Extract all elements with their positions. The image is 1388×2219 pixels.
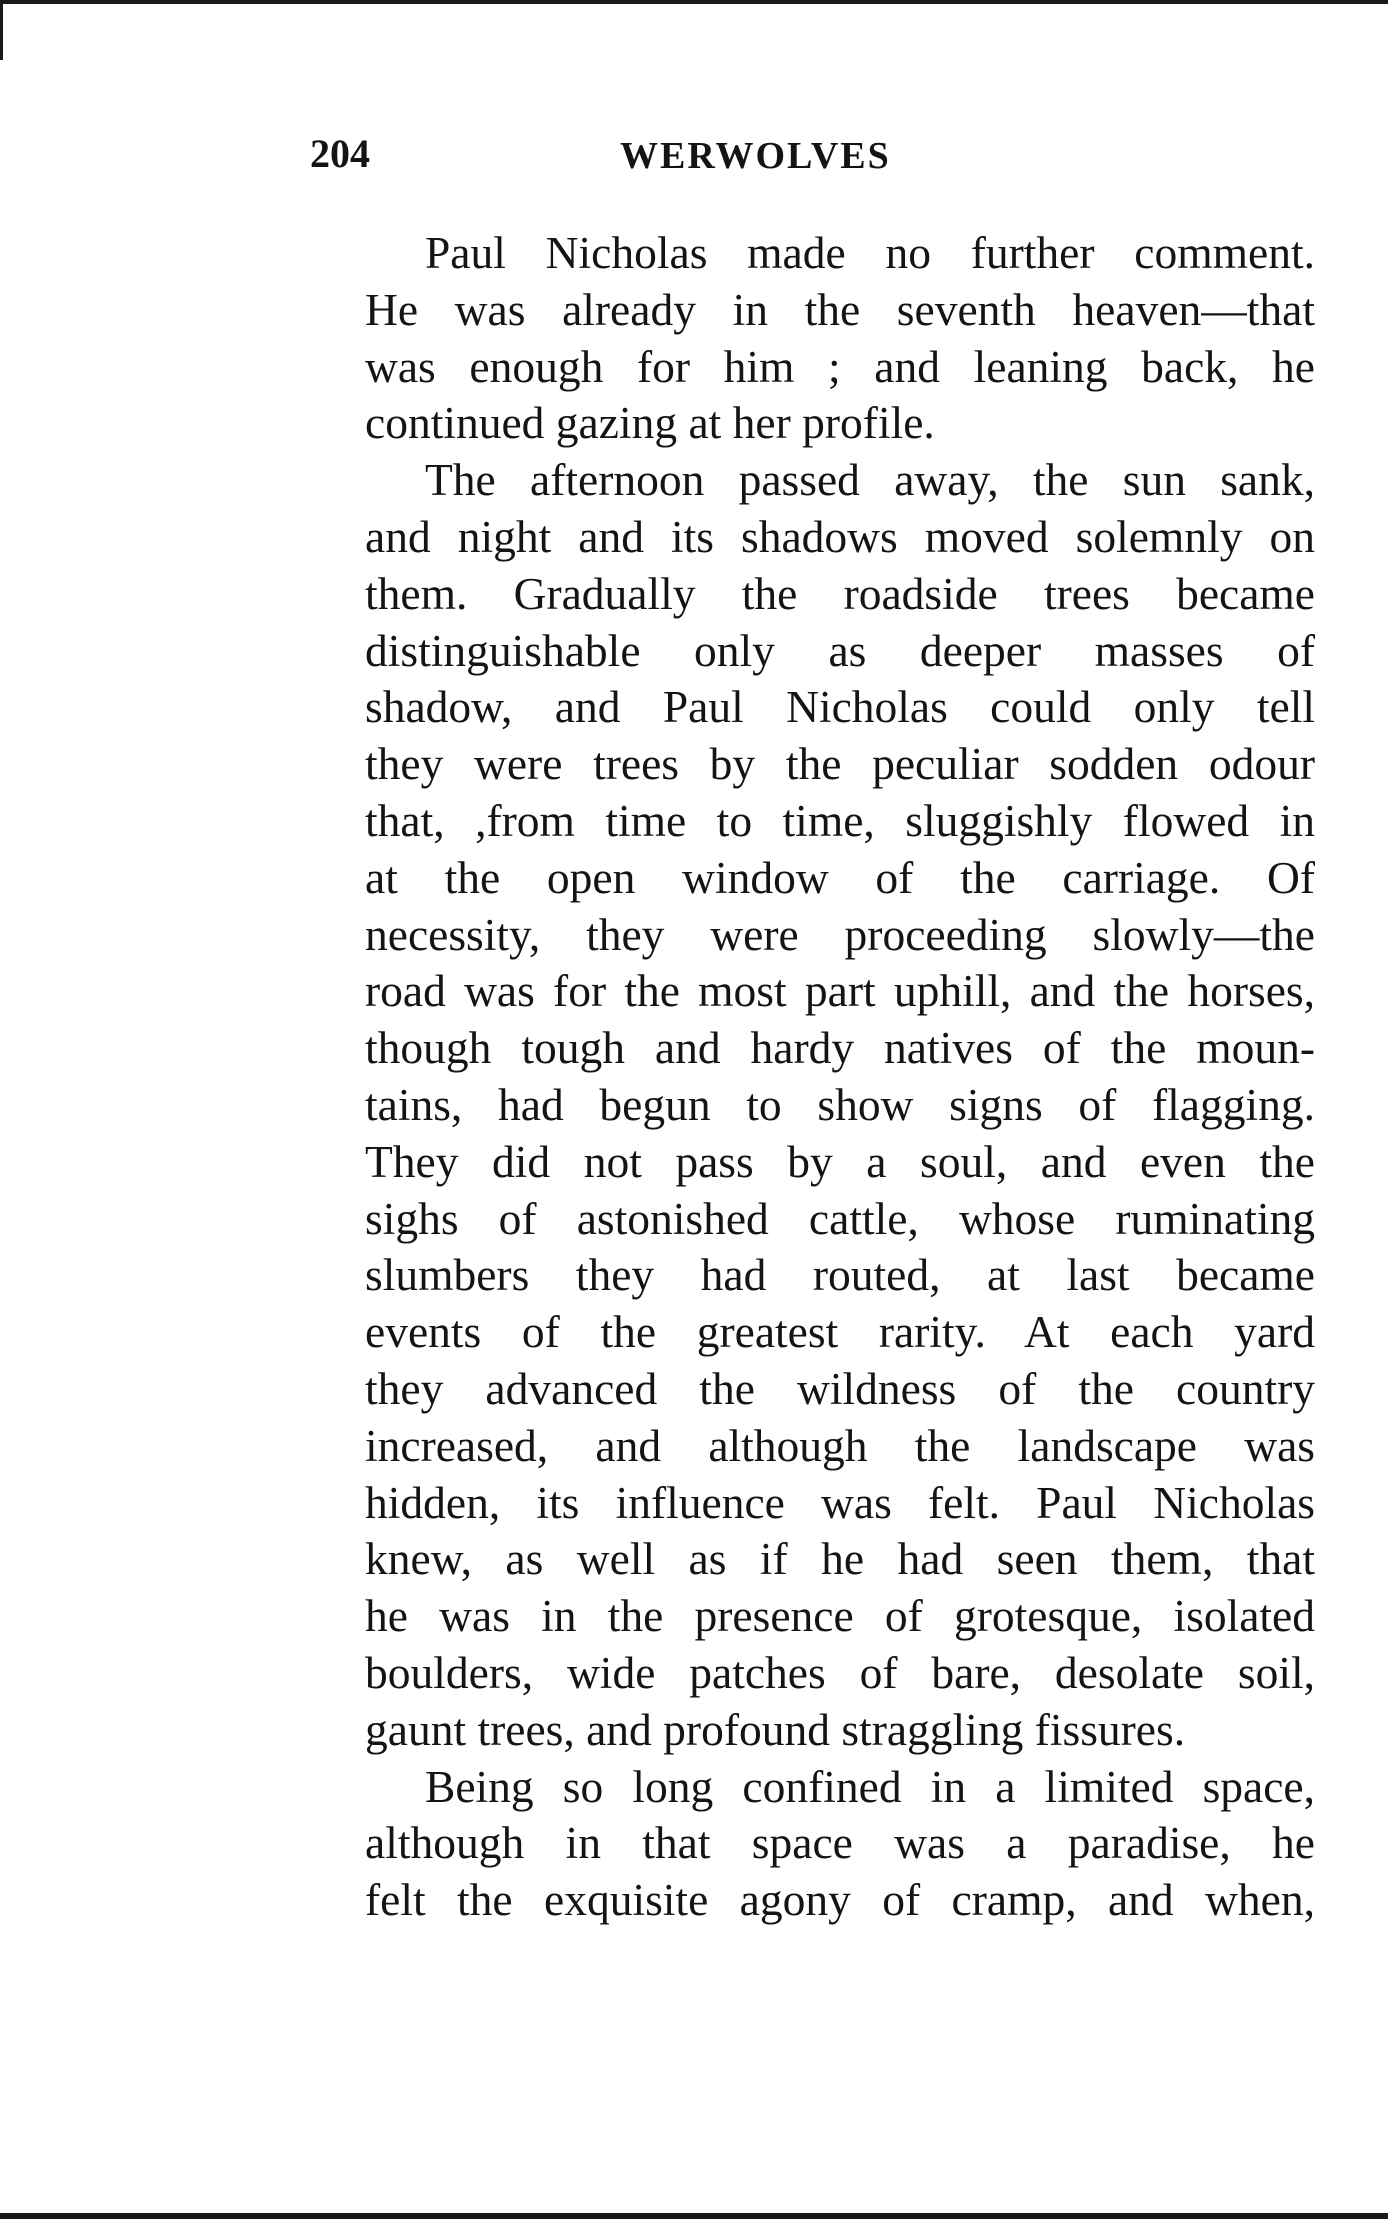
page-number: 204 xyxy=(310,131,370,176)
text-line: knew, as well as if he had seen them, that xyxy=(365,1533,1315,1585)
page-edge-bottom xyxy=(0,2213,1388,2219)
paragraph xyxy=(305,452,1315,1758)
page-edge-top xyxy=(0,0,1388,4)
text-line: shadow, and Paul Nicholas could only tell xyxy=(365,681,1315,733)
text-line: Paul Nicholas made no further comment. xyxy=(425,227,1315,278)
paragraph xyxy=(305,1759,1315,1929)
text-line: at the open window of the carriage. Of xyxy=(365,851,1315,903)
text-line: necessity, they were proceeding slowly—the xyxy=(365,908,1315,960)
text-line: that, ,from time to time, sluggishly flowed in xyxy=(365,794,1315,846)
text-line: they were trees by the peculiar sodden odour xyxy=(365,738,1315,790)
text-line: although in that space was a paradise, he xyxy=(365,1817,1315,1869)
text-line: continued gazing at her profile. xyxy=(365,397,935,449)
text-line: road was for the most part uphill, and the horses, xyxy=(365,965,1315,1017)
text-line: boulders, wide patches of bare, desolate soil, xyxy=(365,1646,1315,1698)
text-line: The afternoon passed away, the sun sank, xyxy=(425,454,1315,506)
text-line: events of the greatest rarity. At each yard xyxy=(365,1306,1315,1358)
text-line: felt the exquisite agony of cramp, and when, xyxy=(365,1874,1315,1926)
text-line: distinguishable only as deeper masses of xyxy=(365,624,1315,676)
body-text xyxy=(305,225,1315,1929)
text-line: slumbers they had routed, at last became xyxy=(365,1249,1315,1301)
page-edge-left xyxy=(0,0,3,60)
text-line: tains, had begun to show signs of flagging. xyxy=(365,1078,1315,1130)
text-line: they advanced the wildness of the country xyxy=(365,1362,1315,1414)
text-line: though tough and hardy natives of the moun- xyxy=(365,1022,1315,1074)
page-header xyxy=(310,130,1320,190)
text-line: was enough for him ; and leaning back, he xyxy=(365,340,1315,392)
text-line: and night and its shadows moved solemnly on xyxy=(365,510,1315,562)
text-line: he was in the presence of grotesque, isolated xyxy=(365,1590,1315,1642)
text-line: increased, and although the landscape was xyxy=(365,1419,1315,1471)
text-line: hidden, its influence was felt. Paul Nicholas xyxy=(365,1476,1315,1528)
text-line: sighs of astonished cattle, whose ruminating xyxy=(365,1192,1315,1244)
text-line: gaunt trees, and profound straggling fissures. xyxy=(365,1703,1186,1755)
text-line: He was already in the seventh heaven—that xyxy=(365,283,1315,335)
running-head: WERWOLVES xyxy=(620,135,891,177)
text-line: They did not pass by a soul, and even the xyxy=(365,1135,1315,1187)
paragraph xyxy=(305,225,1315,452)
text-line: them. Gradually the roadside trees became xyxy=(365,567,1315,619)
text-line: Being so long confined in a limited space, xyxy=(425,1760,1315,1812)
